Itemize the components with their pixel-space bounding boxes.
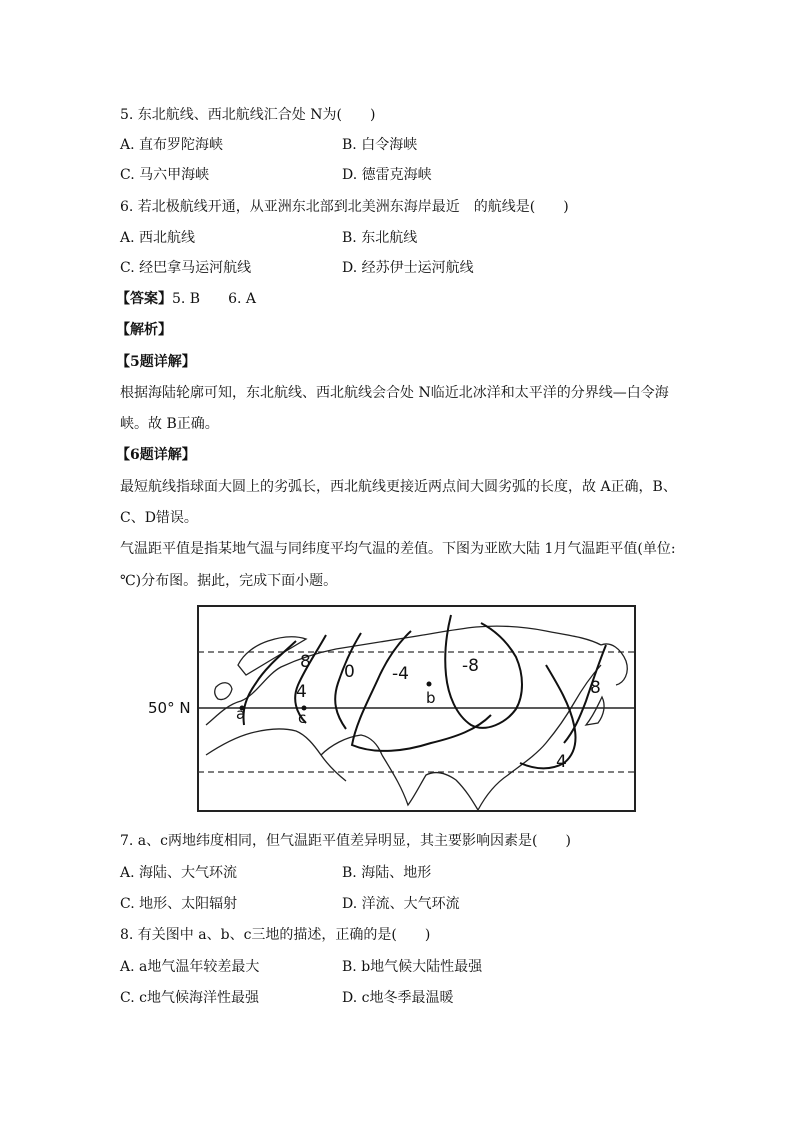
detail-5-line-1: 根据海陆轮廓可知，东北航线、西北航线会合处 N临近北冰洋和太平洋的分界线—白令海	[120, 385, 669, 401]
point-b-dot	[427, 682, 432, 687]
question-5-stem: 5. 东北航线、西北航线汇合处 N为( )	[120, 107, 376, 123]
detail-6-line-1: 最短航线指球面大圆上的劣弧长，西北航线更接近两点间大圆劣弧的长度，故 A正确，B、	[120, 479, 677, 495]
question-5-option-d: D. 德雷克海峡	[342, 167, 432, 183]
question-6-option-b: B. 东北航线	[342, 230, 418, 246]
isotherm-minus-8	[445, 615, 522, 728]
east-asia-coast	[478, 665, 601, 810]
question-7-stem: 7. a、c两地纬度相同，但气温距平值差异明显，其主要影响因素是( )	[120, 833, 571, 849]
question-8-option-c: C. c地气候海洋性最强	[120, 990, 259, 1006]
contour-label-8-east: 8	[590, 678, 601, 698]
question-7-option-d: D. 洋流、大气环流	[342, 896, 460, 912]
point-label-c: c	[298, 709, 307, 727]
answer-label: 【答案】	[116, 291, 172, 307]
mediterranean-south	[206, 729, 346, 781]
question-8-option-b: B. b地气候大陆性最强	[342, 959, 483, 975]
isotherm-8-west	[244, 641, 297, 725]
point-label-b: b	[426, 689, 436, 707]
british-isles	[215, 683, 232, 700]
question-8-option-a: A. a地气温年较差最大	[120, 959, 260, 975]
detail-6-line-2: C、D错误。	[120, 510, 198, 526]
contour-label-0: 0	[344, 662, 355, 682]
question-6-stem: 6. 若北极航线开通，从亚洲东北部到北美洲东海岸最近 的航线是( )	[120, 199, 569, 215]
detail-5-label: 【5题详解】	[116, 354, 196, 370]
contour-label-4-west: 4	[296, 682, 307, 702]
contour-label-minus-8: -8	[462, 656, 479, 676]
india	[382, 755, 478, 810]
question-8-stem: 8. 有关图中 a、b、c三地的描述，正确的是( )	[120, 927, 431, 943]
intro-line-2: ℃)分布图。据此，完成下面小题。	[120, 573, 338, 589]
question-7-option-b: B. 海陆、地形	[342, 865, 432, 881]
contour-label-4-east: 4	[556, 752, 567, 772]
japan	[586, 697, 604, 725]
question-6-option-c: C. 经巴拿马运河航线	[120, 260, 252, 276]
question-7-option-c: C. 地形、太阳辐射	[120, 896, 238, 912]
question-6-option-d: D. 经苏伊士运河航线	[342, 260, 474, 276]
detail-5-line-2: 峡。故 B正确。	[120, 416, 219, 432]
isotherm-minus-4	[352, 631, 491, 751]
coastlines	[206, 626, 627, 810]
intro-line-1: 气温距平值是指某地气温与同纬度平均气温的差值。下图为亚欧大陆 1月气温距平值(单位:	[120, 541, 676, 557]
question-8-option-d: D. c地冬季最温暖	[342, 990, 454, 1006]
answer-text: 5. B 6. A	[172, 291, 257, 307]
isotherm-4-east	[520, 665, 576, 768]
question-7-option-a: A. 海陆、大气环流	[120, 865, 238, 881]
question-5-option-a: A. 直布罗陀海峡	[120, 137, 224, 153]
answer-block	[116, 290, 256, 308]
question-6-option-a: A. 西北航线	[120, 230, 196, 246]
question-5-option-c: C. 马六甲海峡	[120, 167, 210, 183]
point-label-a: a	[236, 705, 246, 723]
detail-6-label: 【6题详解】	[116, 447, 196, 463]
contour-label-minus-4: -4	[392, 664, 409, 684]
analysis-label: 【解析】	[116, 322, 172, 338]
contour-label-8-west: 8	[300, 652, 311, 672]
latitude-label-50n: 50° N	[148, 699, 191, 717]
question-5-option-b: B. 白令海峡	[342, 137, 418, 153]
eurasia-temperature-anomaly-map	[146, 605, 638, 815]
